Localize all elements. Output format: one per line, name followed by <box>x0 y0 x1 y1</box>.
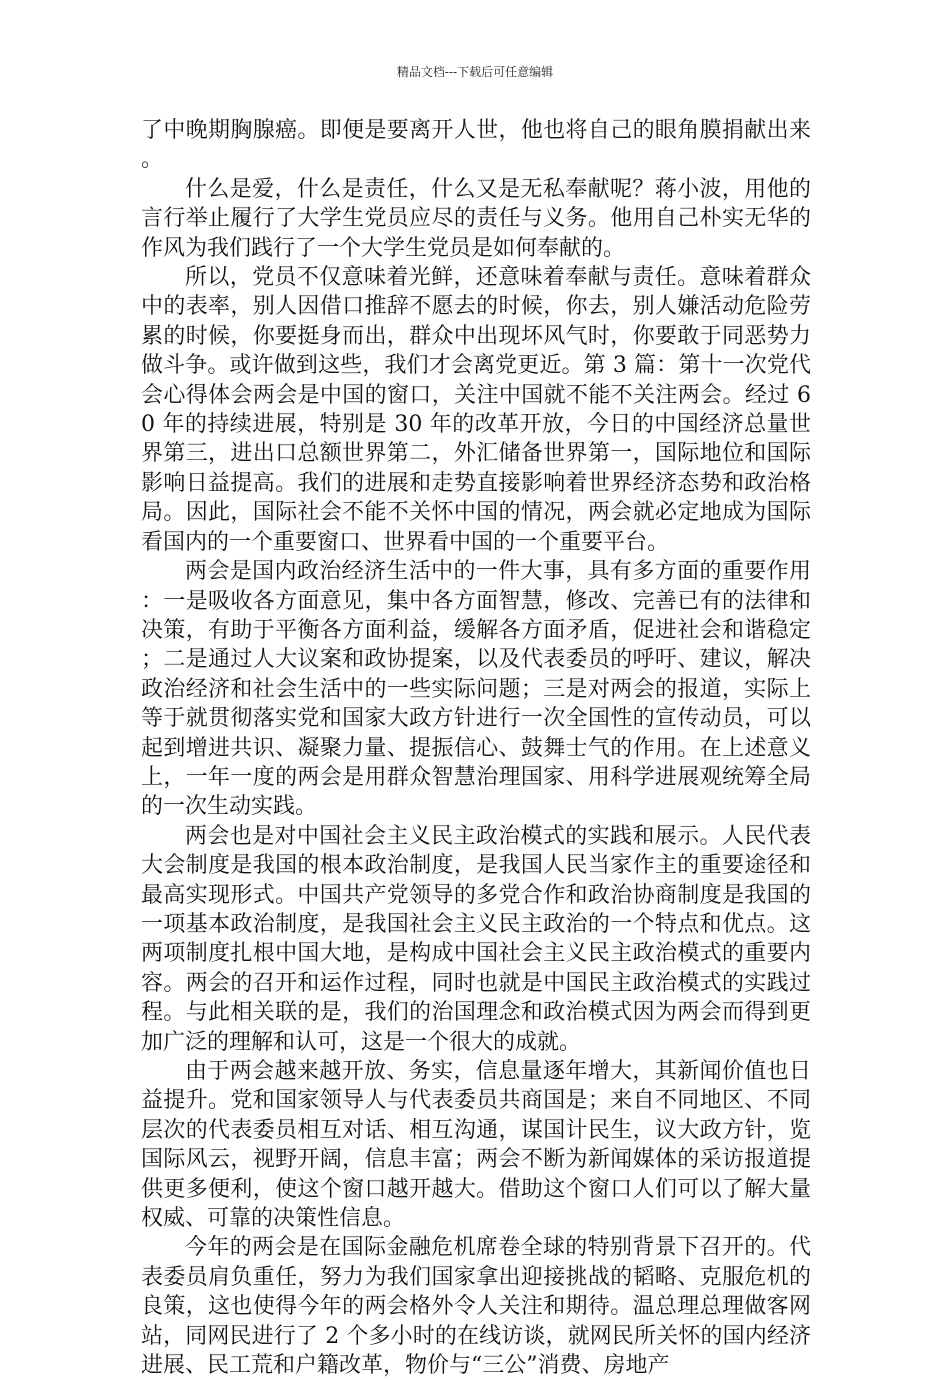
paragraph: 今年的两会是在国际金融危机席卷全球的特别背景下召开的。代表委员肩负重任，努力为我们国家拿出迎接挑战的韬略、克服危机的良策，这也使得今年的两会格外令人关注和期待。温总理总理做客网站，同网民进行了 2 个多小时的在线访谈，就网民所关怀的国内经济进展、民工荒和户籍改革，物价与“三公”消费、房地产 <box>141 1235 811 1379</box>
paragraph: 由于两会越来越开放、务实，信息量逐年增大，其新闻价值也日益提升。党和国家领导人与代表委员共商国是；来自不同地区、不同层次的代表委员相互对话、相互沟通，谋国计民生，议大政方针，览国际风云，视野开阔，信息丰富；两会不断为新闻媒体的采访报道提供更多便利，使这个窗口越开越大。借助这个窗口人们可以了解大量权威、可靠的决策性信息。 <box>141 1059 811 1232</box>
paragraph-continued: 了中晚期胸腺癌。即便是要离开人世，他也将自己的眼角膜捐献出来。 <box>141 118 811 173</box>
paragraph: 什么是爱，什么是责任，什么又是无私奉献呢？蒋小波，用他的言行举止履行了大学生党员应尽的责任与义务。他用自己朴实无华的作风为我们践行了一个大学生党员是如何奉献的。 <box>141 176 811 261</box>
page-header: 精品文档---下载后可任意编辑 <box>396 65 554 79</box>
paragraph: 两会也是对中国社会主义民主政治模式的实践和展示。人民代表大会制度是我国的根本政治制度，是我国人民当家作主的重要途径和最高实现形式。中国共产党领导的多党合作和政治协商制度是我国的一项基本政治制度，是我国社会主义民主政治的一个特点和优点。这两项制度扎根中国大地，是构成中国社会主义民主政治模式的重要内容。两会的召开和运作过程，同时也就是中国民主政治模式的实践过程。与此相关联的是，我们的治国理念和政治模式因为两会而得到更加广泛的理解和认可，这是一个很大的成就。 <box>141 823 811 1055</box>
document-body <box>141 116 811 1380</box>
paragraph: 所以，党员不仅意味着光鲜，还意味着奉献与责任。意味着群众中的表率，别人因借口推辞不愿去的时候，你去，别人嫌活动危险劳累的时候，你要挺身而出，群众中出现坏风气时，你要敢于同恶势力做斗争。或许做到这些，我们才会离党更近。第 3 篇：第十一次党代会心得体会两会是中国的窗口，关注中国就不能不关注两会。经过 60 年的持续进展，特别是 30 年的改革开放，今日的中国经济总量世界第三，进出口总额世界第二，外汇储备世界第一，国际地位和国际影响日益提高。我们的进展和走势直接影响着世界经济态势和政治格局。因此，国际社会不能不关怀中国的情况，两会就必定地成为国际看国内的一个重要窗口、世界看中国的一个重要平台。 <box>141 265 811 555</box>
paragraph: 两会是国内政治经济生活中的一件大事，具有多方面的重要作用：一是吸收各方面意见，集中各方面智慧，修改、完善已有的法律和决策，有助于平衡各方面利益，缓解各方面矛盾，促进社会和谐稳定；二是通过人大议案和政协提案，以及代表委员的呼吁、建议，解决政治经济和社会生活中的一些实际问题；三是对两会的报道，实际上等于就贯彻落实党和国家大政方针进行一次全国性的宣传动员，可以起到增进共识、凝聚力量、提振信心、鼓舞士气的作用。在上述意义上，一年一度的两会是用群众智慧治理国家、用科学进展观统筹全局的一次生动实践。 <box>141 559 811 820</box>
